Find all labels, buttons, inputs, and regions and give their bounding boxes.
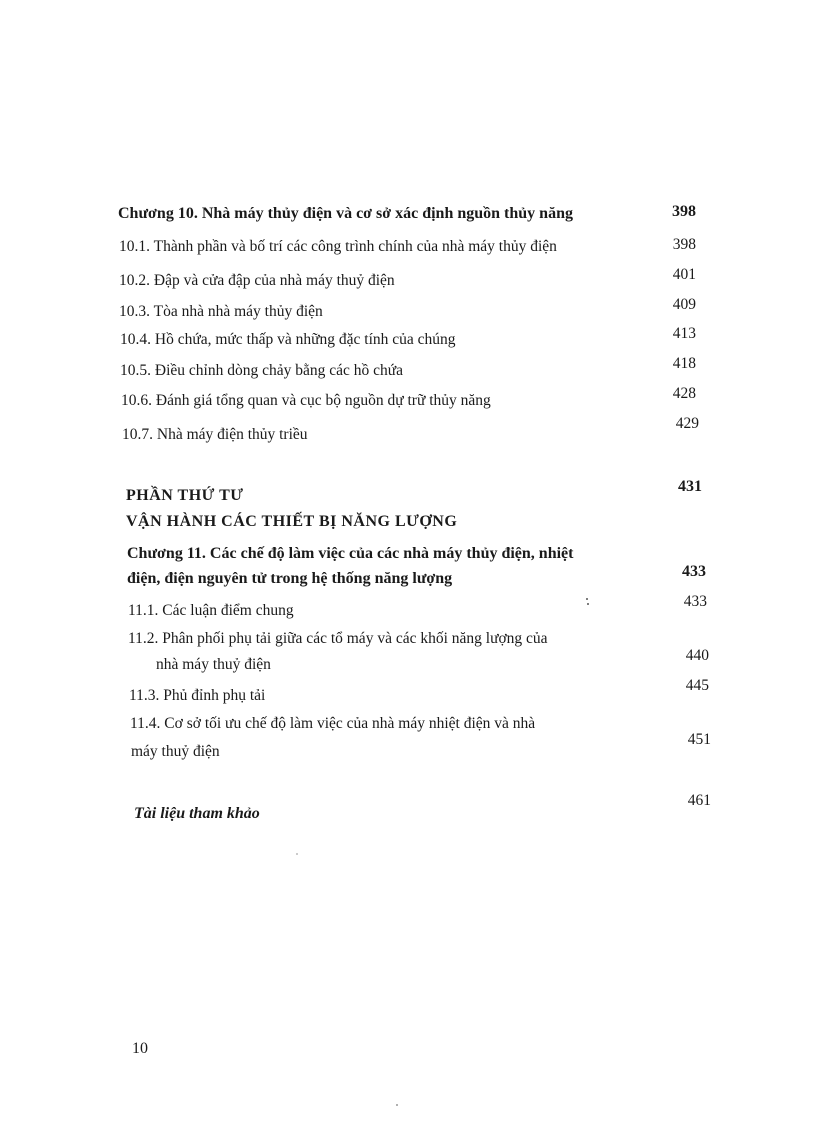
scan-speck	[296, 853, 298, 855]
section-10-6-page: 428	[672, 385, 696, 402]
part-4-subheading: VẬN HÀNH CÁC THIẾT BỊ NĂNG LƯỢNG	[126, 513, 458, 530]
section-10-3: 10.3. Tòa nhà nhà máy thủy điện	[119, 303, 323, 320]
chapter-11-title-line2: điện, điện nguyên tử trong hệ thống năng lượng	[127, 570, 453, 587]
section-11-2-line2: nhà máy thuỷ điện	[156, 656, 271, 673]
scan-speck	[587, 603, 589, 605]
section-10-6: 10.6. Đánh giá tổng quan và cục bộ nguồn dự trữ thủy năng	[121, 392, 491, 409]
chapter-10-title: Chương 10. Nhà máy thủy điện và cơ sở xác định nguồn thủy năng	[118, 205, 573, 222]
chapter-10-page: 398	[672, 203, 696, 220]
section-10-7-page: 429	[675, 415, 699, 432]
section-11-2-page: 440	[685, 647, 709, 664]
part-4-page: 431	[678, 478, 702, 495]
scan-speck	[396, 1104, 398, 1106]
references-page: 461	[687, 792, 711, 809]
section-10-7: 10.7. Nhà máy điện thủy triều	[122, 426, 308, 443]
section-10-4-page: 413	[672, 325, 696, 342]
section-11-4-page: 451	[687, 731, 711, 748]
chapter-11-page: 433	[682, 563, 706, 580]
section-10-5: 10.5. Điều chỉnh dòng chảy bằng các hồ chứa	[120, 362, 404, 379]
chapter-11-title-line1: Chương 11. Các chế độ làm việc của các nhà máy thủy điện, nhiệt	[127, 545, 574, 562]
section-11-3-page: 445	[685, 677, 709, 694]
part-4-heading: PHẦN THỨ TƯ	[126, 487, 244, 504]
section-10-1: 10.1. Thành phần và bố trí các công trình chính của nhà máy thủy điện	[119, 238, 557, 255]
section-11-1: 11.1. Các luận điểm chung	[128, 602, 294, 619]
references-label: Tài liệu tham khảo	[134, 805, 260, 822]
scan-speck	[586, 598, 588, 600]
section-10-5-page: 418	[672, 355, 696, 372]
section-10-2-page: 401	[672, 266, 696, 283]
section-10-2: 10.2. Đập và cửa đập của nhà máy thuỷ điện	[119, 272, 395, 289]
section-10-1-page: 398	[672, 236, 696, 253]
section-11-4-line1: 11.4. Cơ sở tối ưu chế độ làm việc của nhà máy nhiệt điện và nhà	[130, 715, 536, 732]
section-10-4: 10.4. Hồ chứa, mức thấp và những đặc tính của chúng	[120, 331, 456, 348]
section-10-3-page: 409	[672, 296, 696, 313]
page-number: 10	[132, 1040, 148, 1057]
section-11-3: 11.3. Phủ đỉnh phụ tải	[129, 687, 266, 704]
section-11-2-line1: 11.2. Phân phối phụ tải giữa các tổ máy và các khối năng lượng của	[128, 630, 548, 647]
section-11-1-page: 433	[683, 593, 707, 610]
section-11-4-line2: máy thuỷ điện	[131, 743, 220, 760]
